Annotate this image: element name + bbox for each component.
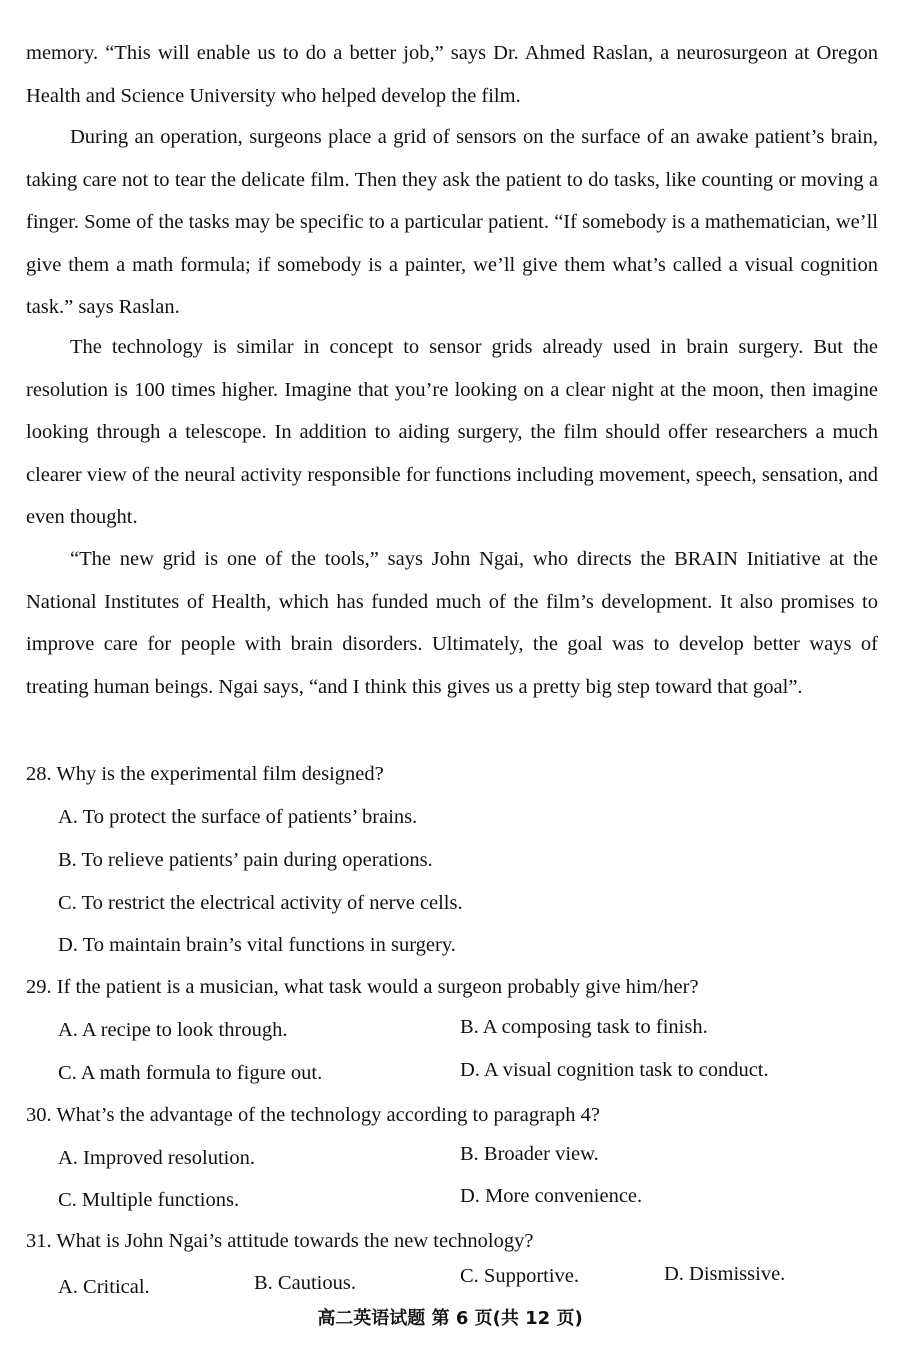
passage-paragraph-4-text: “The new grid is one of the tools,” says John Ngai, who directs the BRAIN Initiative at the National Institutes of Health, which has funded much of the film’s development. It also promises to improve care for people with brain disorders. Ultimately, the goal was to develop better ways of treating human beings. Ngai says, “and I think this gives us a pretty big step toward that goal”.	[26, 548, 878, 698]
question-29-option-a: A. A recipe to look through.	[58, 1019, 288, 1041]
question-29-option-c: C. A math formula to figure out.	[58, 1062, 323, 1084]
question-28-option-a: A. To protect the surface of patients’ brains.	[58, 806, 418, 828]
question-29-option-d: D. A visual cognition task to conduct.	[460, 1059, 769, 1081]
question-28-stem: 28. Why is the experimental film designed?	[26, 763, 384, 785]
passage-paragraph-3-text: The technology is similar in concept to sensor grids already used in brain surgery. But the resolution is 100 times higher. Imagine that you’re looking on a clear night at the moon, then imagine looking through a telescope. In addition to aiding surgery, the film should offer researchers a much clearer view of the neural activity responsible for functions including movement, speech, sensation, and even thought.	[26, 336, 878, 528]
question-31-option-b: B. Cautious.	[254, 1272, 356, 1294]
question-30-option-a: A. Improved resolution.	[58, 1147, 255, 1169]
question-30-option-c: C. Multiple functions.	[58, 1189, 240, 1211]
passage-paragraph-1-text: memory. “This will enable us to do a better job,” says Dr. Ahmed Raslan, a neurosurgeon at Oregon Health and Science University who helped develop the film.	[26, 42, 878, 107]
question-30-stem: 30. What’s the advantage of the technology according to paragraph 4?	[26, 1104, 600, 1126]
question-28-option-c: C. To restrict the electrical activity of nerve cells.	[58, 892, 463, 914]
question-31-stem: 31. What is John Ngai’s attitude towards the new technology?	[26, 1230, 534, 1252]
passage-paragraph-2	[26, 116, 878, 329]
question-30-option-d: D. More convenience.	[460, 1185, 643, 1207]
passage-paragraph-4	[26, 538, 878, 708]
question-30-option-b: B. Broader view.	[460, 1143, 599, 1165]
question-31-option-d: D. Dismissive.	[664, 1263, 786, 1285]
passage-paragraph-1	[26, 32, 878, 117]
passage-paragraph-2-text: During an operation, surgeons place a grid of sensors on the surface of an awake patient’s brain, taking care not to tear the delicate film. Then they ask the patient to do tasks, like counting or moving a finger. Some of the tasks may be specific to a particular patient. “If somebody is a mathematician, we’ll give them a math formula; if somebody is a painter, we’ll give them what’s called a visual cognition task.” says Raslan.	[26, 126, 878, 318]
question-28-option-d: D. To maintain brain’s vital functions in surgery.	[58, 934, 456, 956]
question-28-option-b: B. To relieve patients’ pain during operations.	[58, 849, 433, 871]
question-31-option-a: A. Critical.	[58, 1276, 150, 1298]
question-29-option-b: B. A composing task to finish.	[460, 1016, 708, 1038]
question-29-stem: 29. If the patient is a musician, what task would a surgeon probably give him/her?	[26, 976, 699, 998]
passage-paragraph-3	[26, 326, 878, 539]
page-footer: 高二英语试题 第 6 页(共 12 页)	[317, 1308, 583, 1329]
question-31-option-c: C. Supportive.	[460, 1265, 580, 1287]
